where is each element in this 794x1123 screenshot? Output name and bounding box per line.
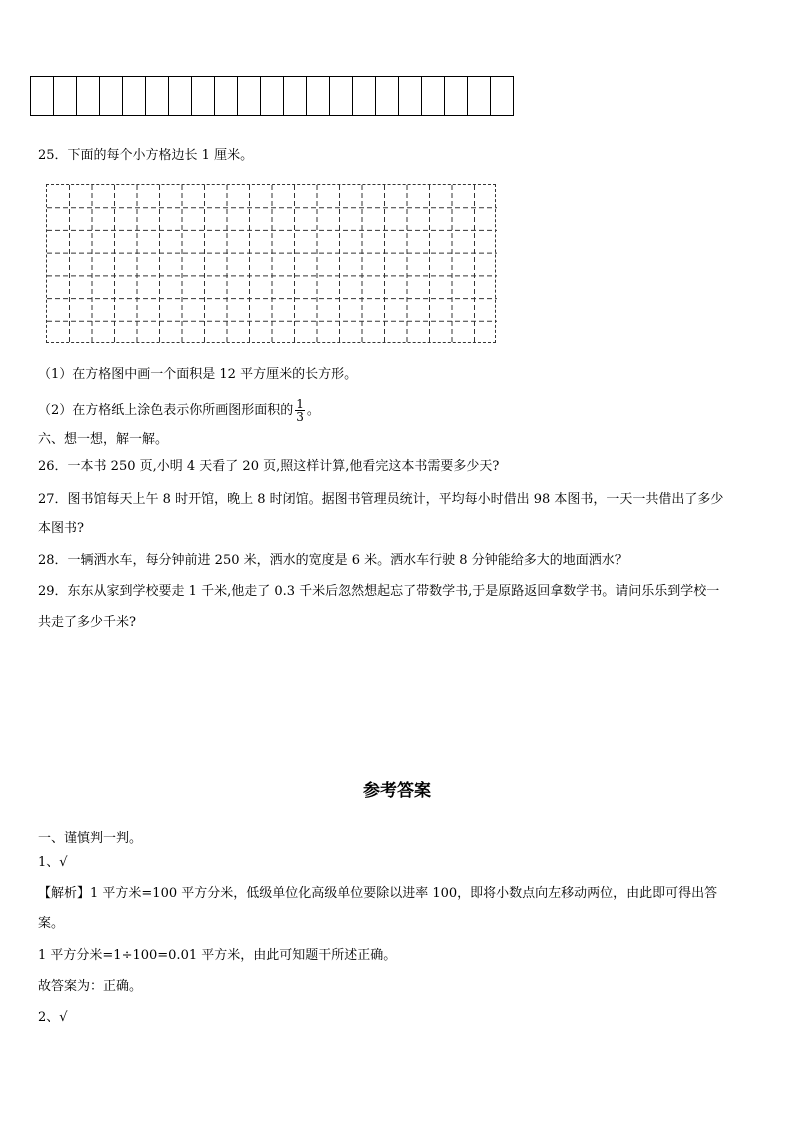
part-2-text: （2）在方格纸上涂色表示你所画图形面积的	[38, 403, 294, 418]
answer-box[interactable]	[169, 77, 192, 115]
grid-lines	[47, 185, 497, 344]
answer-box[interactable]	[77, 77, 100, 115]
answer-box[interactable]	[307, 77, 330, 115]
answer-box[interactable]	[445, 77, 468, 115]
answer-1-conclusion: 故答案为：正确。	[38, 979, 143, 994]
answer-box[interactable]	[491, 77, 513, 115]
answer-box[interactable]	[353, 77, 376, 115]
answer-box[interactable]	[261, 77, 284, 115]
answer-box[interactable]	[123, 77, 146, 115]
question-27-line-1: 27．图书馆每天上午 8 时开馆，晚上 8 时闭馆。据图书管理员统计，平均每小时借出 98 本图书，一天一共借出了多少	[38, 492, 724, 507]
answer-1-analysis-line-1: 【解析】1 平方米=100 平方分米，低级单位化高级单位要除以进率 100，即将小数点向左移动两位，由此即可得出答	[38, 886, 718, 901]
answer-box[interactable]	[238, 77, 261, 115]
answer-box[interactable]	[54, 77, 77, 115]
answer-box[interactable]	[422, 77, 445, 115]
question-25-part-1: （1）在方格图中画一个面积是 12 平方厘米的长方形。	[38, 367, 358, 382]
answer-1-calculation: 1 平方分米=1÷100=0.01 平方米，由此可知题干所述正确。	[38, 948, 397, 963]
question-26: 26．一本书 250 页,小明 4 天看了 20 页,照这样计算,他看完这本书需要多少天?	[38, 459, 500, 474]
question-25-title: 25．下面的每个小方格边长 1 厘米。	[38, 148, 254, 163]
part-2-end: 。	[306, 403, 320, 418]
answer-box[interactable]	[399, 77, 422, 115]
answer-box[interactable]	[330, 77, 353, 115]
question-29-line-1: 29．东东从家到学校要走 1 千米,他走了 0.3 千米后忽然想起忘了带数学书,于是原路返回拿数学书。请问乐乐到学校一	[38, 584, 720, 599]
answer-1: 1、√	[38, 855, 68, 870]
question-25-part-2	[38, 398, 320, 424]
square-grid[interactable]	[46, 184, 496, 343]
answer-box[interactable]	[284, 77, 307, 115]
answer-2: 2、√	[38, 1010, 68, 1025]
section-6-heading: 六、想一想，解一解。	[38, 432, 169, 447]
answer-box[interactable]	[376, 77, 399, 115]
answer-box[interactable]	[146, 77, 169, 115]
fraction-one-third	[295, 398, 305, 423]
answers-section-1: 一、谨慎判一判。	[38, 831, 143, 846]
answer-box[interactable]	[468, 77, 491, 115]
answer-box-strip	[30, 76, 514, 116]
answer-key-title: 参考答案	[363, 781, 431, 801]
answer-box[interactable]	[192, 77, 215, 115]
question-28: 28．一辆洒水车，每分钟前进 250 米，洒水的宽度是 6 米。洒水车行驶 8 分钟能给多大的地面洒水？	[38, 553, 628, 568]
answer-box[interactable]	[100, 77, 123, 115]
question-27-line-2: 本图书?	[38, 521, 84, 536]
fraction-numerator: 1	[296, 397, 304, 411]
answer-1-analysis-line-2: 案。	[38, 916, 65, 931]
question-29-line-2: 共走了多少千米?	[38, 615, 136, 630]
fraction-denominator: 3	[296, 410, 304, 424]
answer-box[interactable]	[31, 77, 54, 115]
answer-box[interactable]	[215, 77, 238, 115]
